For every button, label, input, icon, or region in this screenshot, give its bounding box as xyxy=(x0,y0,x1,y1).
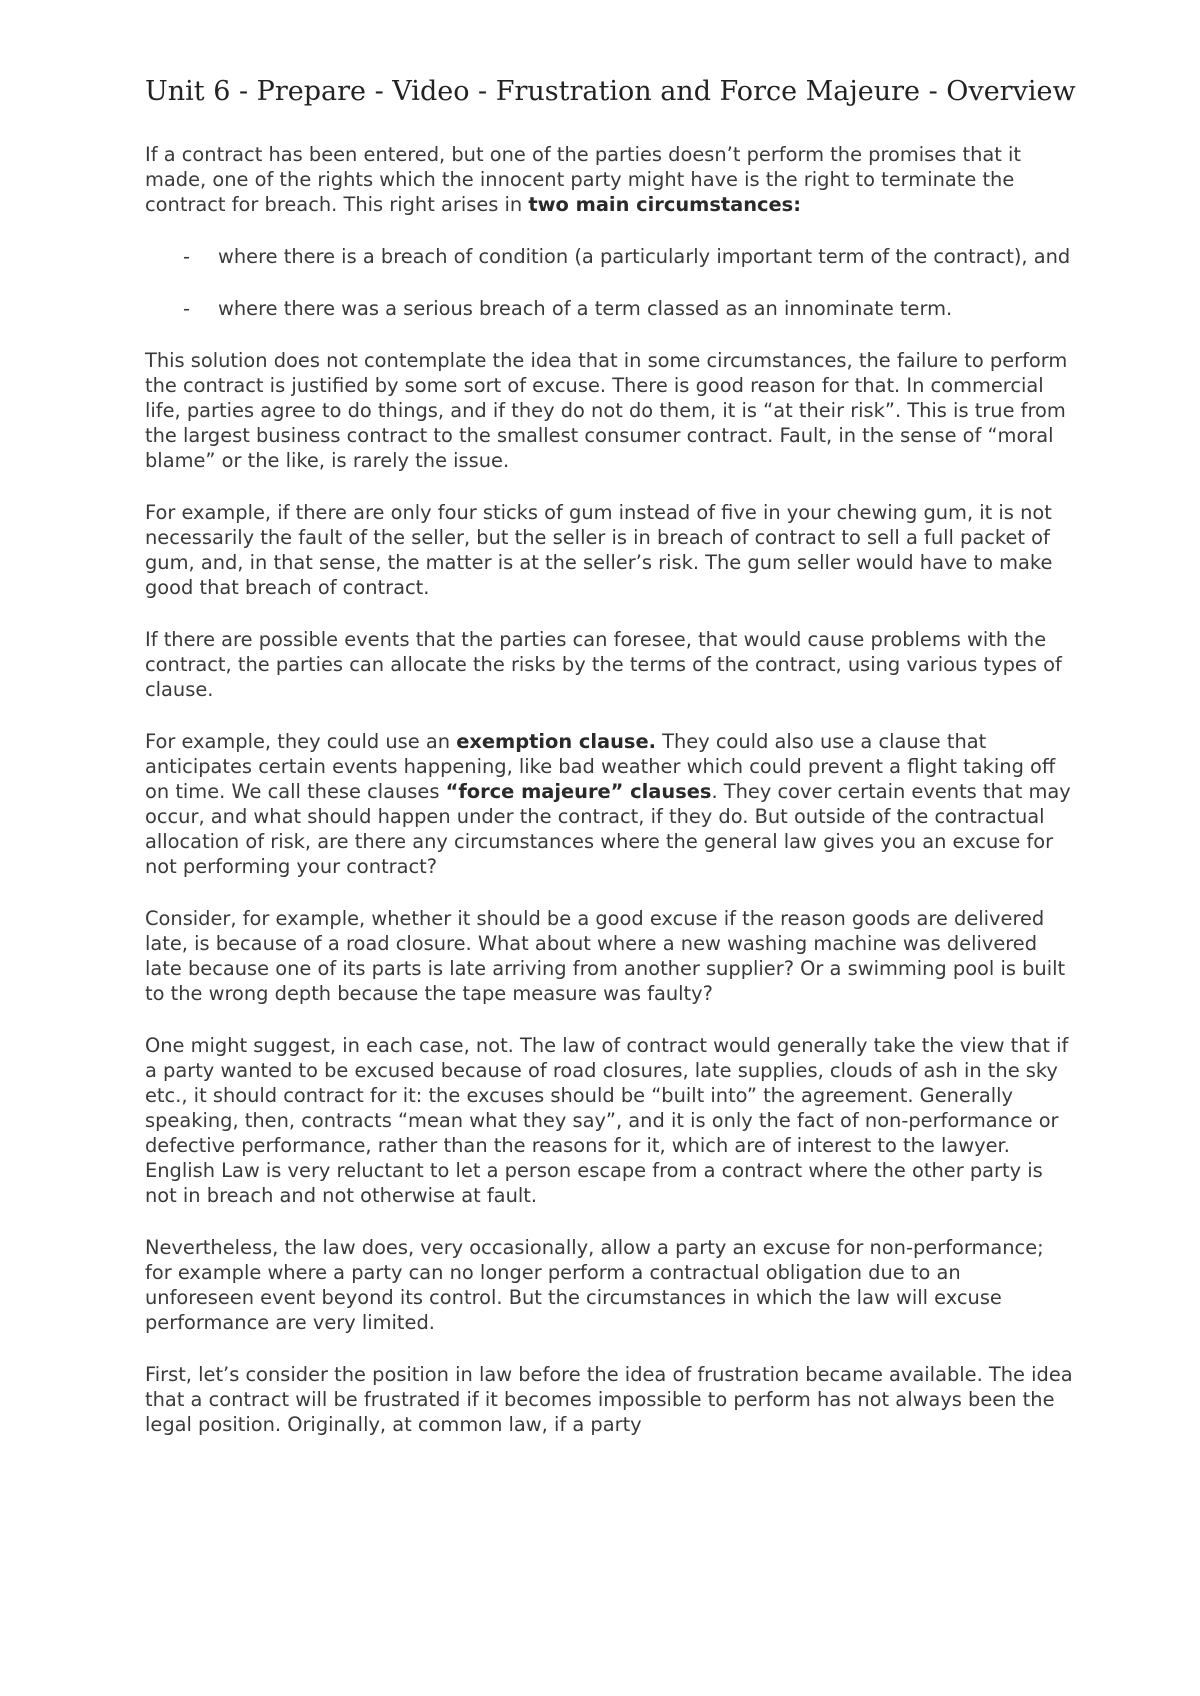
force-majeure-bold: “force majeure” clauses xyxy=(445,780,712,803)
bullet-item xyxy=(145,296,1075,321)
exemption-clause-bold: exemption clause. xyxy=(456,730,656,753)
paragraph-gum-example: For example, if there are only four sticks of gum instead of five in your chewing gum, it is not necessarily the fault of the seller, but the seller is in breach of contract to sell a full packet of gum, and, in that sense, the matter is at the seller’s risk. The gum seller would have to make good that breach of contract. xyxy=(145,501,1053,599)
page-title: Unit 6 - Prepare - Video - Frustration and Force Majeure - Overview xyxy=(145,76,1076,107)
bullet-marker: - xyxy=(183,245,190,268)
paragraph-suggest: One might suggest, in each case, not. The law of contract would generally take the view that if a party wanted to be excused because of road closures, late supplies, clouds of ash in the sky etc., it should contract for it: the excuses should be “built into” the agreement. Generally speaking, then, contracts “mean what they say”, and it is only the fact of non-performance or defective performance, rather than the reasons for it, which are of interest to the lawyer. English Law is very reluctant to let a person escape from a contract where the other party is not in breach and not otherwise at fault. xyxy=(145,1034,1069,1207)
paragraph-clauses xyxy=(145,729,1075,879)
bullet-marker: - xyxy=(183,297,190,320)
clauses-text-c: They could also use a clause that anticipates certain events happening, like bad weather which could prevent a flight taking off on time. We call these clauses xyxy=(145,730,1056,803)
clauses-text-e: . They cover certain events that may occur, and what should happen under the contract, if they do. But outside of the contractual allocation of risk, are there any circumstances where the general law gives you an excuse for not performing your contract? xyxy=(145,780,1071,878)
paragraph-excuse: This solution does not contemplate the idea that in some circumstances, the failure to perform the contract is justified by some sort of excuse. There is good reason for that. In commercial life, parties agree to do things, and if they do not do them, it is “at their risk”. This is true from the largest business contract to the smallest consumer contract. Fault, in the sense of “moral blame” or the like, is rarely the issue. xyxy=(145,349,1068,472)
bullet-text: where there was a serious breach of a term classed as an innominate term. xyxy=(218,297,953,320)
bullet-text: where there is a breach of condition (a particularly important term of the contract), and xyxy=(218,245,1071,268)
document-page xyxy=(145,72,1075,1464)
intro-paragraph xyxy=(145,142,1075,217)
paragraph-nevertheless: Nevertheless, the law does, very occasionally, allow a party an excuse for non-performance; for example where a party can no longer perform a contractual obligation due to an unforeseen event beyond its control. But the circumstances in which the law will excuse performance are very limited. xyxy=(145,1236,1044,1334)
bullet-list xyxy=(145,244,1075,321)
paragraph-risk-allocation: If there are possible events that the parties can foresee, that would cause problems with the contract, the parties can allocate the risks by the terms of the contract, using various types of clause. xyxy=(145,628,1062,701)
intro-text: If a contract has been entered, but one of the parties doesn’t perform the promises that it made, one of the rights which the innocent party might have is the right to terminate the contract for breach. This right arises in xyxy=(145,143,1021,216)
bullet-item xyxy=(145,244,1075,269)
paragraph-consider: Consider, for example, whether it should be a good excuse if the reason goods are delivered late, is because of a road closure. What about where a new washing machine was delivered late because one of its parts is late arriving from another supplier? Or a swimming pool is built to the wrong depth because the tape measure was faulty? xyxy=(145,907,1066,1005)
paragraph-first: First, let’s consider the position in law before the idea of frustration became available. The idea that a contract will be frustrated if it becomes impossible to perform has not always been the legal position. Originally, at common law, if a party xyxy=(145,1363,1073,1436)
intro-bold-text: two main circumstances: xyxy=(528,193,801,216)
clauses-text-a: For example, they could use an xyxy=(145,730,457,753)
